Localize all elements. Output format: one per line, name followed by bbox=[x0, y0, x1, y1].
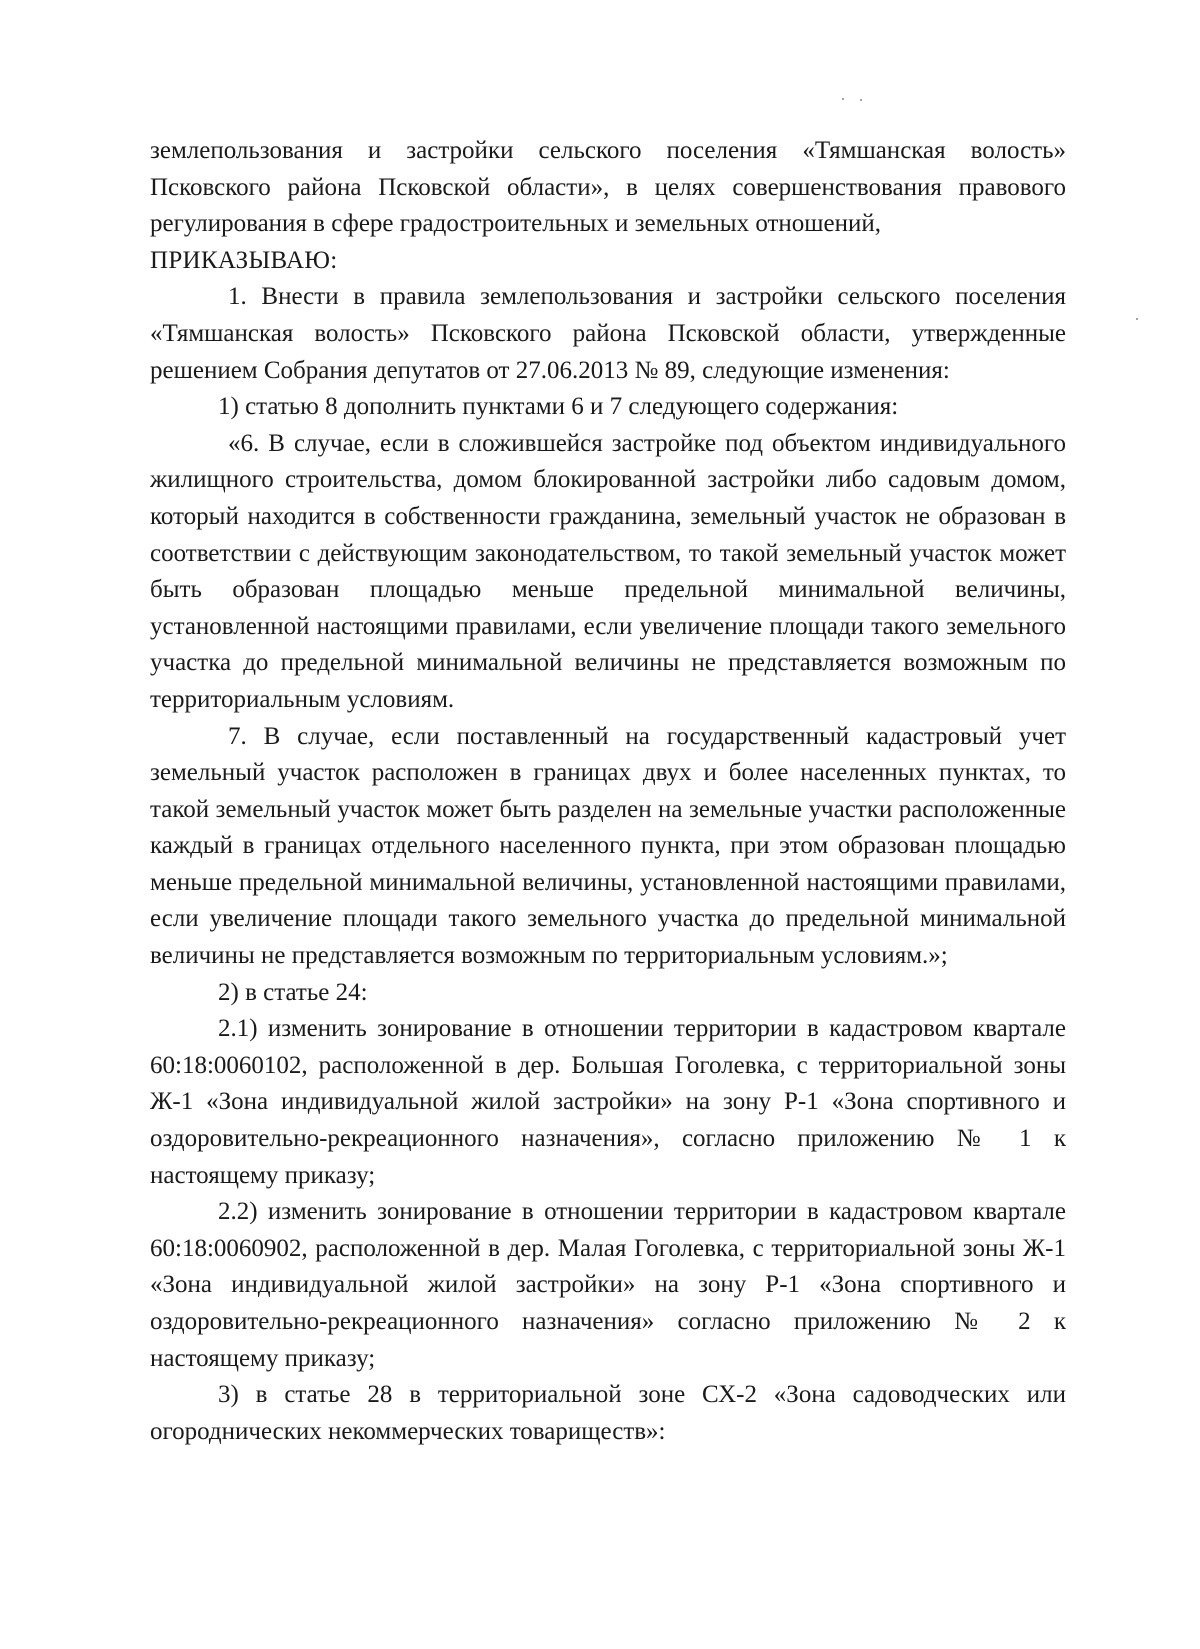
intro-paragraph: землепользования и застройки сельского поселения «Тямшанская волость» Псковского района Псковской области», в целях совершенствования правового регулирования в сфере градостроительных и земельных отношений, bbox=[150, 137, 1066, 238]
scan-speck bbox=[860, 99, 862, 101]
scan-speck bbox=[1136, 318, 1138, 320]
paragraph-2-1: 2.1) изменить зонирование в отношении территории в кадастровом квартале 60:18:0060102, расположенной в дер. Большая Гоголевка, с территориальной зоны Ж-1 «Зона индивидуальной жилой застройки» на зону Р-1 «Зона спортивного и оздоровительно-рекреационного назначения», согласно приложению № 1 к настоящему приказу; bbox=[150, 1015, 1066, 1189]
paragraph-1: 1. Внести в правила землепользования и застройки сельского поселения «Тямшанская волость» Псковского района Псковской области, утвержденные решением Собрания депутатов от 27.06.2013 № 89, следующие изменения: bbox=[150, 283, 1066, 384]
paragraph-article-24: 2) в статье 24: bbox=[218, 978, 368, 1006]
paragraph-3: 3) в статье 28 в территориальной зоне СХ-2 «Зона садоводческих или огороднических некоммерческих товариществ»: bbox=[150, 1381, 1066, 1445]
scan-speck bbox=[842, 98, 844, 100]
paragraph-point-6: «6. В случае, если в сложившейся застройке под объектом индивидуального жилищного строительства, домом блокированной застройки либо садовым домом, который находится в собственности гражданина, земельный участок не образован в соответствии с действующим законодательством, то такой земельный участок может быть образован площадью меньше предельной минимальной величины, установленной настоящими правилами, если увеличение площади такого земельного участка до предельной минимальной величины не представляется возможным по территориальным условиям. bbox=[150, 429, 1066, 713]
document-body bbox=[150, 133, 1066, 1450]
paragraph-2-2: 2.2) изменить зонирование в отношении территории в кадастровом квартале 60:18:0060902, расположенной в дер. Малая Гоголевка, с территориальной зоны Ж-1 «Зона индивидуальной жилой застройки» на зону Р-1 «Зона спортивного и оздоровительно-рекреационного назначения» согласно приложению № 2 к настоящему приказу; bbox=[150, 1198, 1066, 1372]
order-heading: ПРИКАЗЫВАЮ: bbox=[150, 246, 338, 274]
paragraph-1-1: 1) статью 8 дополнить пунктами 6 и 7 следующего содержания: bbox=[218, 393, 899, 421]
paragraph-point-7: 7. В случае, если поставленный на государственный кадастровый учет земельный участок расположен в границах двух и более населенных пунктах, то такой земельный участок может быть разделен на земельные участки расположенные каждый в границах отдельного населенного пункта, при этом образован площадью меньше предельной минимальной величины, установленной настоящими правилами, если увеличение площади такого земельного участка до предельной минимальной величины не представляется возможным по территориальным условиям.»; bbox=[150, 722, 1066, 970]
